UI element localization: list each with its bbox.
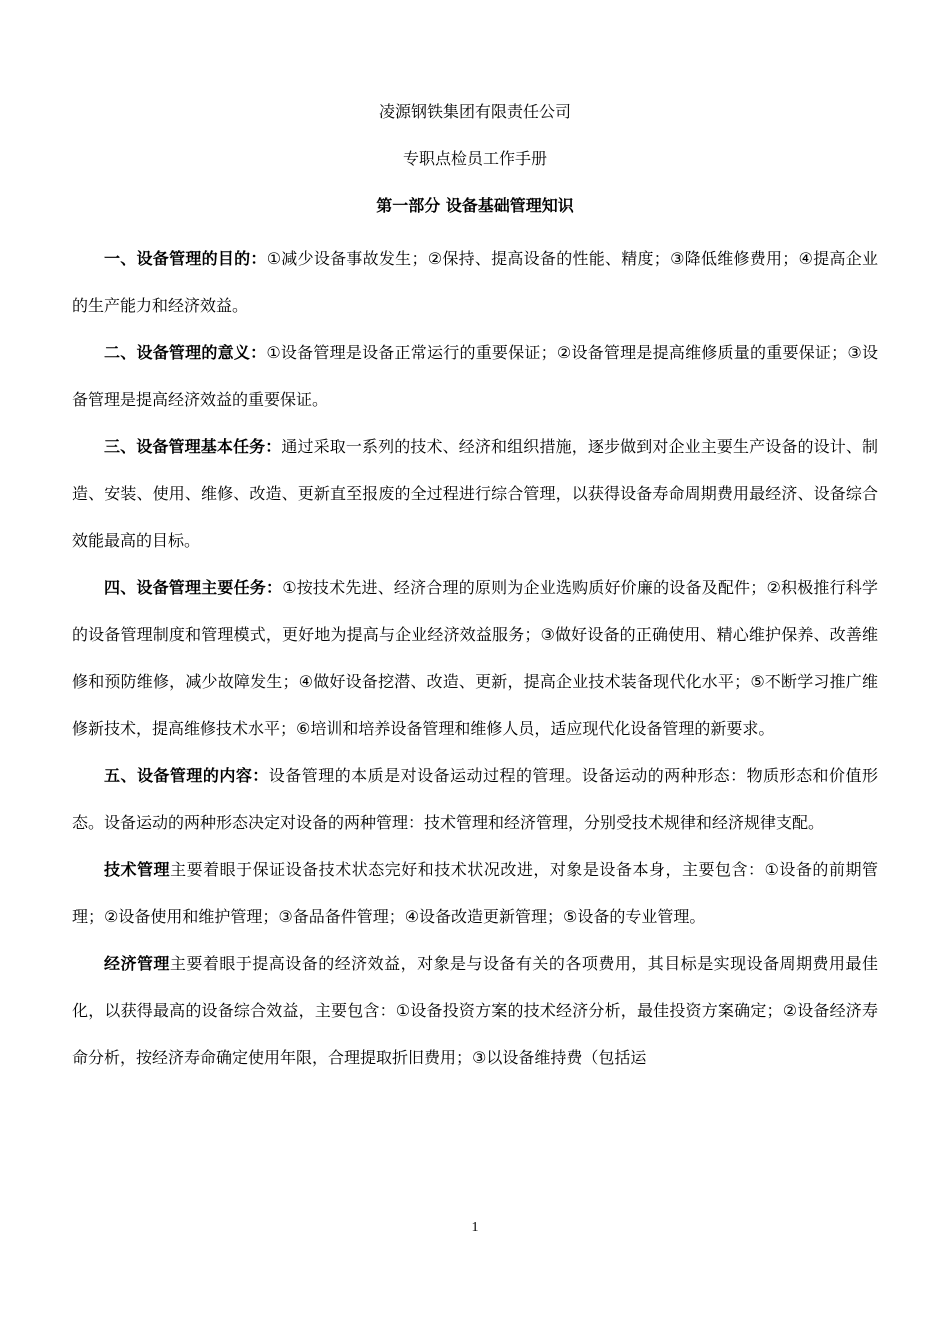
section-heading: 四、设备管理主要任务： [104,578,283,597]
section-main-tasks [72,564,878,752]
section-body: 通过采取一系列的技术、经济和组织措施，逐步做到对企业主要生产设备的设计、制造、安装、使用、维修、改造、更新直至报废的全过程进行综合管理，以获得设备寿命周期费用最经济、设备综合效能最高的目标。 [72,437,878,550]
section-heading: 经济管理 [104,954,170,973]
section-body: 主要着眼于保证设备技术状态完好和技术状况改进，对象是设备本身，主要包含：①设备的前期管理；②设备使用和维护管理；③备品备件管理；④设备改造更新管理；⑤设备的专业管理。 [72,860,878,926]
section-economic-management [72,940,878,1081]
section-body: 主要着眼于提高设备的经济效益，对象是与设备有关的各项费用，其目标是实现设备周期费用最佳化，以获得最高的设备综合效益，主要包含：①设备投资方案的技术经济分析，最佳投资方案确定；②设备经济寿命分析，按经济寿命确定使用年限，合理提取折旧费用；③以设备维持费（包括运 [72,954,878,1067]
section-body: 设备管理的本质是对设备运动过程的管理。设备运动的两种形态：物质形态和价值形态。设备运动的两种形态决定对设备的两种管理：技术管理和经济管理，分别受技术规律和经济规律支配。 [72,766,878,832]
page-number: 1 [471,1220,479,1235]
section-body: ①按技术先进、经济合理的原则为企业选购质好价廉的设备及配件；②积极推行科学的设备管理制度和管理模式，更好地为提高与企业经济效益服务；③做好设备的正确使用、精心维护保养、改善维修和预防维修，减少故障发生；④做好设备挖潜、改造、更新，提高企业技术装备现代化水平；⑤不断学习推广维修新技术，提高维修技术水平；⑥培训和培养设备管理和维修人员，适应现代化设备管理的新要求。 [72,578,878,738]
section-heading: 一、设备管理的目的： [104,249,267,268]
section-heading: 五、设备管理的内容： [104,766,269,785]
section-basic-tasks [72,423,878,564]
section-purpose [72,235,878,329]
section-body: ①设备管理是设备正常运行的重要保证；②设备管理是提高维修质量的重要保证；③设备管理是提高经济效益的重要保证。 [72,343,878,409]
section-content [72,752,878,846]
manual-title: 专职点检员工作手册 [402,149,547,168]
part-title: 第一部分 设备基础管理知识 [376,196,574,215]
section-body: ①减少设备事故发生；②保持、提高设备的性能、精度；③降低维修费用；④提高企业的生产能力和经济效益。 [72,249,878,315]
section-heading: 技术管理 [104,860,171,879]
section-heading: 二、设备管理的意义： [104,343,267,362]
company-name: 凌源钢铁集团有限责任公司 [378,102,571,121]
section-technical-management [72,846,878,940]
section-heading: 三、设备管理基本任务： [104,437,282,456]
section-significance [72,329,878,423]
page-content [72,94,878,1081]
